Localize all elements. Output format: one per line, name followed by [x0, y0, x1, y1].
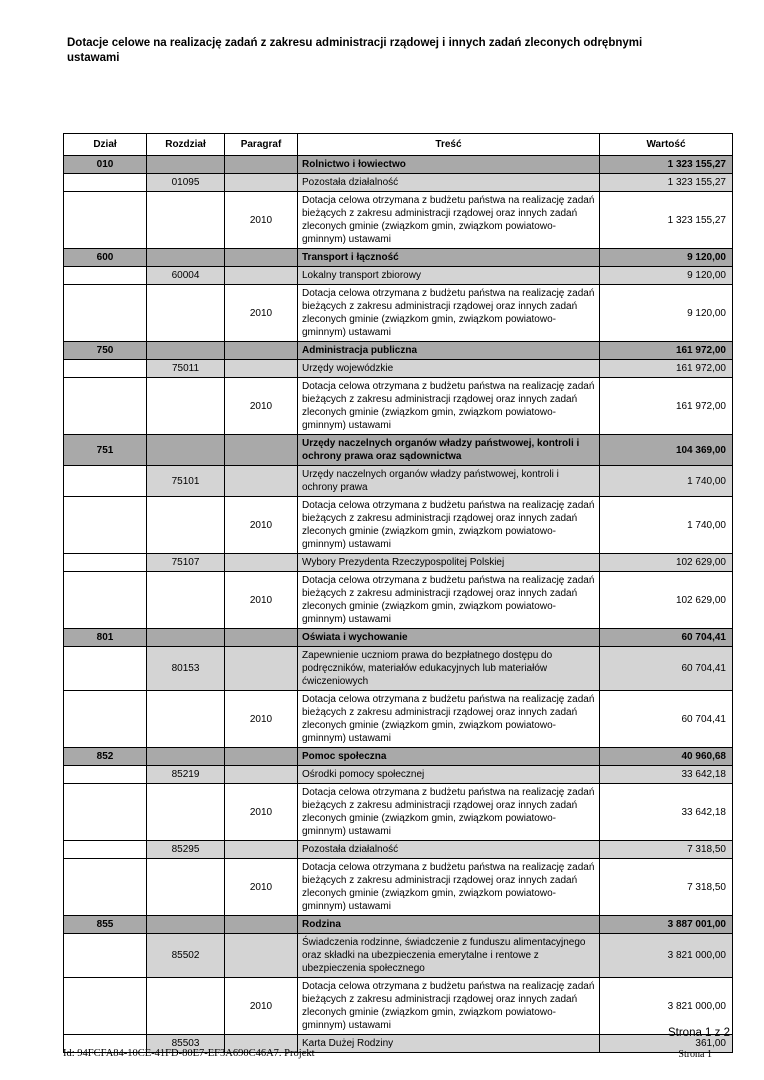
cell-rozdzial	[147, 916, 225, 934]
table-header-row	[64, 134, 733, 156]
cell-paragraf: 2010	[225, 497, 298, 554]
cell-rozdzial: 75107	[147, 554, 225, 572]
cell-dzial	[64, 267, 147, 285]
cell-tresc: Lokalny transport zbiorowy	[298, 267, 600, 285]
table-row	[64, 629, 733, 647]
cell-paragraf: 2010	[225, 691, 298, 748]
cell-rozdzial: 60004	[147, 267, 225, 285]
cell-dzial	[64, 766, 147, 784]
table-row	[64, 497, 733, 554]
cell-wartosc: 60 704,41	[600, 629, 733, 647]
cell-wartosc: 40 960,68	[600, 748, 733, 766]
cell-wartosc: 60 704,41	[600, 691, 733, 748]
cell-dzial	[64, 554, 147, 572]
cell-tresc: Administracja publiczna	[298, 342, 600, 360]
page-indicator: Strona 1 z 2	[667, 1027, 730, 1039]
cell-tresc: Urzędy wojewódzkie	[298, 360, 600, 378]
cell-rozdzial	[147, 497, 225, 554]
table-row	[64, 342, 733, 360]
cell-tresc: Dotacja celowa otrzymana z budżetu państwa na realizację zadań bieżących z zakresu administracji rządowej oraz innych zadań zleconych gminie (związkom gmin, związkom powiatowo-gminnym) ustawami	[298, 497, 600, 554]
cell-paragraf	[225, 267, 298, 285]
cell-paragraf	[225, 435, 298, 466]
cell-wartosc: 9 120,00	[600, 267, 733, 285]
column-header-rozdzial: Rozdział	[147, 134, 225, 156]
footer-page-number: Strona 1	[678, 1049, 712, 1060]
cell-dzial	[64, 192, 147, 249]
cell-paragraf	[225, 156, 298, 174]
cell-tresc: Dotacja celowa otrzymana z budżetu państwa na realizację zadań bieżących z zakresu administracji rządowej oraz innych zadań zleconych gminie (związkom gmin, związkom powiatowo-gminnym) ustawami	[298, 784, 600, 841]
cell-paragraf	[225, 342, 298, 360]
cell-wartosc: 7 318,50	[600, 841, 733, 859]
cell-dzial	[64, 174, 147, 192]
footer-document-id: Id: 94FCFA84-10CE-41FD-80E7-EF3A690C46A7. Projekt	[63, 1048, 315, 1059]
cell-paragraf	[225, 934, 298, 978]
cell-rozdzial: 01095	[147, 174, 225, 192]
cell-rozdzial: 85295	[147, 841, 225, 859]
cell-wartosc: 1 740,00	[600, 466, 733, 497]
cell-tresc: Rodzina	[298, 916, 600, 934]
cell-wartosc: 60 704,41	[600, 647, 733, 691]
cell-rozdzial	[147, 748, 225, 766]
cell-rozdzial	[147, 629, 225, 647]
cell-dzial	[64, 691, 147, 748]
table-row	[64, 174, 733, 192]
table-body	[64, 156, 733, 1053]
cell-rozdzial	[147, 285, 225, 342]
cell-tresc: Zapewnienie uczniom prawa do bezpłatnego dostępu do podręczników, materiałów edukacyjnych lub materiałów ćwiczeniowych	[298, 647, 600, 691]
column-header-tresc: Treść	[298, 134, 600, 156]
cell-tresc: Pozostała działalność	[298, 174, 600, 192]
cell-paragraf: 2010	[225, 784, 298, 841]
cell-wartosc: 161 972,00	[600, 360, 733, 378]
cell-wartosc: 102 629,00	[600, 572, 733, 629]
cell-tresc: Dotacja celowa otrzymana z budżetu państwa na realizację zadań bieżących z zakresu administracji rządowej oraz innych zadań zleconych gminie (związkom gmin, związkom powiatowo-gminnym) ustawami	[298, 978, 600, 1035]
budget-table	[63, 133, 733, 1053]
document-title: Dotacje celowe na realizację zadań z zakresu administracji rządowej i innych zadań zleconych odrębnymi ustawami	[67, 37, 643, 64]
cell-rozdzial	[147, 192, 225, 249]
cell-wartosc: 1 323 155,27	[600, 156, 733, 174]
cell-dzial: 600	[64, 249, 147, 267]
cell-tresc: Pozostała działalność	[298, 841, 600, 859]
cell-dzial: 855	[64, 916, 147, 934]
table-row	[64, 934, 733, 978]
cell-paragraf	[225, 360, 298, 378]
cell-wartosc: 9 120,00	[600, 249, 733, 267]
cell-tresc: Pomoc społeczna	[298, 748, 600, 766]
cell-paragraf	[225, 174, 298, 192]
cell-wartosc: 3 821 000,00	[600, 934, 733, 978]
cell-dzial	[64, 497, 147, 554]
cell-rozdzial	[147, 784, 225, 841]
cell-dzial: 801	[64, 629, 147, 647]
cell-paragraf: 2010	[225, 378, 298, 435]
cell-wartosc: 161 972,00	[600, 378, 733, 435]
cell-wartosc: 33 642,18	[600, 766, 733, 784]
table-row	[64, 841, 733, 859]
table-row	[64, 249, 733, 267]
table-row	[64, 378, 733, 435]
table-row	[64, 267, 733, 285]
cell-rozdzial	[147, 691, 225, 748]
cell-paragraf	[225, 554, 298, 572]
cell-rozdzial: 85219	[147, 766, 225, 784]
cell-tresc: Świadczenia rodzinne, świadczenie z funduszu alimentacyjnego oraz składki na ubezpieczenia emerytalne i rentowe z ubezpieczenia społecznego	[298, 934, 600, 978]
cell-paragraf	[225, 466, 298, 497]
table-row	[64, 156, 733, 174]
cell-tresc: Dotacja celowa otrzymana z budżetu państwa na realizację zadań bieżących z zakresu administracji rządowej oraz innych zadań zleconych gminie (związkom gmin, związkom powiatowo-gminnym) ustawami	[298, 572, 600, 629]
cell-wartosc: 7 318,50	[600, 859, 733, 916]
table-row	[64, 916, 733, 934]
cell-paragraf: 2010	[225, 978, 298, 1035]
table-row	[64, 360, 733, 378]
cell-rozdzial: 80153	[147, 647, 225, 691]
cell-dzial	[64, 285, 147, 342]
table-row	[64, 572, 733, 629]
cell-tresc: Wybory Prezydenta Rzeczypospolitej Polskiej	[298, 554, 600, 572]
table-row	[64, 784, 733, 841]
cell-paragraf	[225, 841, 298, 859]
table-row	[64, 691, 733, 748]
cell-rozdzial	[147, 859, 225, 916]
table-row	[64, 435, 733, 466]
cell-paragraf: 2010	[225, 192, 298, 249]
cell-wartosc: 9 120,00	[600, 285, 733, 342]
table-row	[64, 192, 733, 249]
cell-tresc: Dotacja celowa otrzymana z budżetu państwa na realizację zadań bieżących z zakresu administracji rządowej oraz innych zadań zleconych gminie (związkom gmin, związkom powiatowo-gminnym) ustawami	[298, 691, 600, 748]
cell-dzial	[64, 859, 147, 916]
cell-dzial	[64, 784, 147, 841]
cell-tresc: Rolnictwo i łowiectwo	[298, 156, 600, 174]
cell-tresc: Dotacja celowa otrzymana z budżetu państwa na realizację zadań bieżących z zakresu administracji rządowej oraz innych zadań zleconych gminie (związkom gmin, związkom powiatowo-gminnym) ustawami	[298, 285, 600, 342]
table-row	[64, 466, 733, 497]
cell-tresc: Urzędy naczelnych organów władzy państwowej, kontroli i ochrony prawa	[298, 466, 600, 497]
cell-rozdzial: 75011	[147, 360, 225, 378]
cell-paragraf	[225, 647, 298, 691]
cell-wartosc: 1 740,00	[600, 497, 733, 554]
cell-rozdzial	[147, 156, 225, 174]
cell-dzial	[64, 572, 147, 629]
cell-wartosc: 3 821 000,00	[600, 978, 733, 1035]
cell-tresc: Karta Dużej Rodziny	[298, 1035, 600, 1053]
cell-paragraf	[225, 629, 298, 647]
cell-rozdzial	[147, 978, 225, 1035]
cell-rozdzial	[147, 249, 225, 267]
cell-rozdzial: 85503	[147, 1035, 225, 1053]
cell-wartosc: 161 972,00	[600, 342, 733, 360]
cell-paragraf	[225, 916, 298, 934]
cell-paragraf: 2010	[225, 859, 298, 916]
table-row	[64, 647, 733, 691]
cell-dzial	[64, 934, 147, 978]
cell-paragraf: 2010	[225, 572, 298, 629]
table-row	[64, 978, 733, 1035]
cell-tresc: Dotacja celowa otrzymana z budżetu państwa na realizację zadań bieżących z zakresu administracji rządowej oraz innych zadań zleconych gminie (związkom gmin, związkom powiatowo-gminnym) ustawami	[298, 192, 600, 249]
cell-wartosc: 33 642,18	[600, 784, 733, 841]
cell-rozdzial	[147, 572, 225, 629]
cell-tresc: Dotacja celowa otrzymana z budżetu państwa na realizację zadań bieżących z zakresu administracji rządowej oraz innych zadań zleconych gminie (związkom gmin, związkom powiatowo-gminnym) ustawami	[298, 378, 600, 435]
cell-dzial: 750	[64, 342, 147, 360]
table-row	[64, 766, 733, 784]
cell-dzial	[64, 466, 147, 497]
cell-rozdzial	[147, 342, 225, 360]
cell-dzial: 751	[64, 435, 147, 466]
column-header-paragraf: Paragraf	[225, 134, 298, 156]
table-row	[64, 554, 733, 572]
cell-dzial	[64, 378, 147, 435]
cell-dzial	[64, 360, 147, 378]
cell-tresc: Ośrodki pomocy społecznej	[298, 766, 600, 784]
cell-paragraf	[225, 766, 298, 784]
cell-wartosc: 102 629,00	[600, 554, 733, 572]
cell-dzial	[64, 841, 147, 859]
cell-wartosc: 3 887 001,00	[600, 916, 733, 934]
cell-rozdzial	[147, 378, 225, 435]
cell-rozdzial: 85502	[147, 934, 225, 978]
cell-paragraf: 2010	[225, 285, 298, 342]
table-row	[64, 859, 733, 916]
cell-dzial: 010	[64, 156, 147, 174]
cell-tresc: Transport i łączność	[298, 249, 600, 267]
cell-rozdzial	[147, 435, 225, 466]
cell-paragraf	[225, 748, 298, 766]
cell-tresc: Oświata i wychowanie	[298, 629, 600, 647]
column-header-dzial: Dział	[64, 134, 147, 156]
cell-tresc: Dotacja celowa otrzymana z budżetu państwa na realizację zadań bieżących z zakresu administracji rządowej oraz innych zadań zleconych gminie (związkom gmin, związkom powiatowo-gminnym) ustawami	[298, 859, 600, 916]
cell-tresc: Urzędy naczelnych organów władzy państwowej, kontroli i ochrony prawa oraz sądownictwa	[298, 435, 600, 466]
table-row	[64, 748, 733, 766]
cell-wartosc: 104 369,00	[600, 435, 733, 466]
cell-dzial	[64, 978, 147, 1035]
cell-wartosc: 1 323 155,27	[600, 174, 733, 192]
cell-wartosc: 1 323 155,27	[600, 192, 733, 249]
cell-paragraf	[225, 249, 298, 267]
column-header-wartosc: Wartość	[600, 134, 733, 156]
table-row	[64, 285, 733, 342]
cell-dzial: 852	[64, 748, 147, 766]
cell-dzial	[64, 647, 147, 691]
cell-rozdzial: 75101	[147, 466, 225, 497]
cell-wartosc: 361,00	[600, 1035, 733, 1053]
